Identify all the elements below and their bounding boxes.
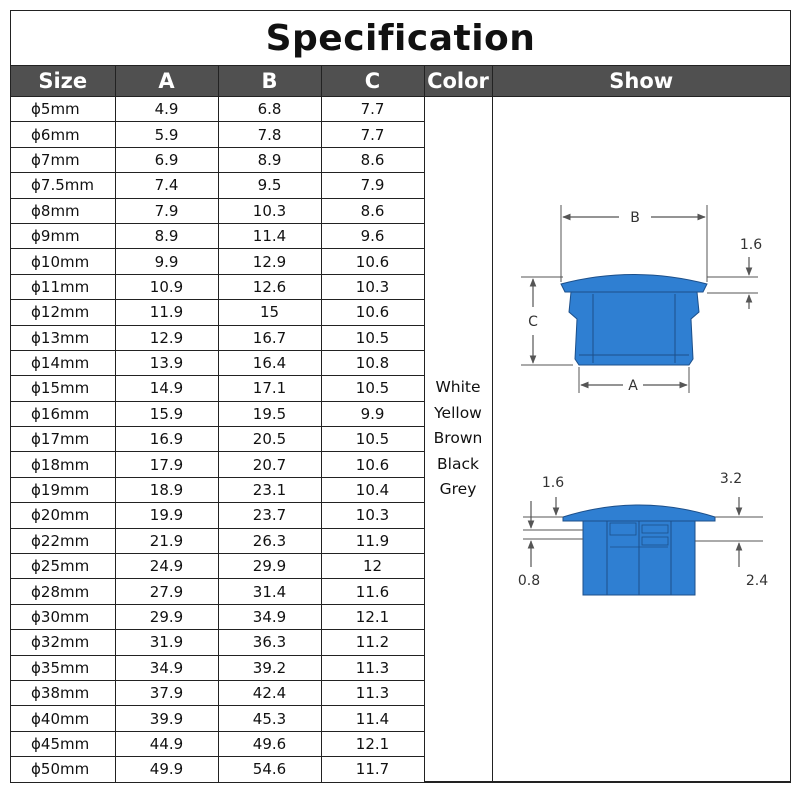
cell-b: 36.3: [218, 630, 321, 655]
cell-b: 11.4: [218, 223, 321, 248]
color-options: [424, 97, 492, 782]
cell-c: 10.4: [321, 477, 424, 502]
cell-size: ϕ32mm: [11, 630, 115, 655]
cell-c: 10.3: [321, 503, 424, 528]
cell-c: 11.7: [321, 757, 424, 782]
cell-size: ϕ5mm: [11, 97, 115, 122]
cell-b: 29.9: [218, 554, 321, 579]
dim-c-label: C: [527, 314, 538, 330]
cell-size: ϕ11mm: [11, 274, 115, 299]
cell-a: 19.9: [115, 503, 218, 528]
cell-b: 15: [218, 300, 321, 325]
cell-c: 10.5: [321, 376, 424, 401]
cell-c: 11.3: [321, 655, 424, 680]
cell-c: 10.8: [321, 350, 424, 375]
cell-size: ϕ14mm: [11, 350, 115, 375]
dim-bottom-right-top-label: 3.2: [719, 471, 742, 487]
cell-a: 9.9: [115, 249, 218, 274]
dim-a-label: A: [627, 378, 638, 394]
cell-size: ϕ25mm: [11, 554, 115, 579]
spec-table-body: [11, 97, 790, 782]
cell-b: 16.4: [218, 350, 321, 375]
cell-b: 12.9: [218, 249, 321, 274]
cell-size: ϕ17mm: [11, 427, 115, 452]
cell-c: 12: [321, 554, 424, 579]
cell-c: 11.4: [321, 706, 424, 731]
color-option: White: [435, 378, 481, 397]
cell-c: 12.1: [321, 604, 424, 629]
dim-bottom-left-top-label: 1.6: [541, 475, 564, 491]
cell-a: 24.9: [115, 554, 218, 579]
cell-b: 10.3: [218, 198, 321, 223]
cell-a: 21.9: [115, 528, 218, 553]
cell-a: 15.9: [115, 401, 218, 426]
plug-cap-bottom: [563, 505, 715, 521]
cell-a: 34.9: [115, 655, 218, 680]
cell-a: 12.9: [115, 325, 218, 350]
dimension-diagram: [493, 97, 791, 782]
cell-c: 10.5: [321, 325, 424, 350]
cell-size: ϕ12mm: [11, 300, 115, 325]
cell-a: 7.9: [115, 198, 218, 223]
cell-size: ϕ30mm: [11, 604, 115, 629]
cell-size: ϕ19mm: [11, 477, 115, 502]
cell-size: ϕ8mm: [11, 198, 115, 223]
cell-size: ϕ6mm: [11, 122, 115, 147]
cell-a: 7.4: [115, 173, 218, 198]
cell-size: ϕ13mm: [11, 325, 115, 350]
cell-b: 7.8: [218, 122, 321, 147]
cell-a: 14.9: [115, 376, 218, 401]
cell-b: 23.7: [218, 503, 321, 528]
cell-size: ϕ28mm: [11, 579, 115, 604]
cell-size: ϕ40mm: [11, 706, 115, 731]
cell-size: ϕ35mm: [11, 655, 115, 680]
table-row: [11, 97, 790, 122]
cell-b: 20.5: [218, 427, 321, 452]
cell-c: 9.6: [321, 223, 424, 248]
cell-c: 11.2: [321, 630, 424, 655]
show-diagram-cell: [492, 97, 790, 782]
cell-size: ϕ9mm: [11, 223, 115, 248]
spec-sheet: [10, 10, 791, 783]
cell-a: 37.9: [115, 680, 218, 705]
cell-size: ϕ18mm: [11, 452, 115, 477]
cell-a: 44.9: [115, 731, 218, 756]
cell-b: 26.3: [218, 528, 321, 553]
spec-table: [11, 66, 790, 782]
cell-a: 27.9: [115, 579, 218, 604]
cell-a: 10.9: [115, 274, 218, 299]
cell-c: 9.9: [321, 401, 424, 426]
cell-c: 7.7: [321, 97, 424, 122]
color-option: Grey: [439, 480, 477, 499]
cell-b: 49.6: [218, 731, 321, 756]
cell-c: 10.6: [321, 300, 424, 325]
header-row: [11, 66, 790, 97]
color-option: Yellow: [434, 403, 482, 422]
cell-b: 12.6: [218, 274, 321, 299]
header-c: C: [321, 66, 424, 97]
cell-size: ϕ45mm: [11, 731, 115, 756]
page-title: Specification: [11, 11, 790, 66]
cell-c: 7.7: [321, 122, 424, 147]
cell-a: 17.9: [115, 452, 218, 477]
cell-b: 54.6: [218, 757, 321, 782]
cell-b: 6.8: [218, 97, 321, 122]
header-color: Color: [424, 66, 492, 97]
cell-size: ϕ20mm: [11, 503, 115, 528]
cell-a: 31.9: [115, 630, 218, 655]
header-size: Size: [11, 66, 115, 97]
cell-b: 39.2: [218, 655, 321, 680]
cell-a: 18.9: [115, 477, 218, 502]
cell-size: ϕ22mm: [11, 528, 115, 553]
cell-b: 31.4: [218, 579, 321, 604]
header-a: A: [115, 66, 218, 97]
cell-size: ϕ50mm: [11, 757, 115, 782]
cell-b: 8.9: [218, 147, 321, 172]
cell-b: 34.9: [218, 604, 321, 629]
cell-size: ϕ7mm: [11, 147, 115, 172]
plug-cap: [561, 275, 707, 293]
cell-a: 39.9: [115, 706, 218, 731]
cell-size: ϕ7.5mm: [11, 173, 115, 198]
cell-a: 49.9: [115, 757, 218, 782]
cell-a: 5.9: [115, 122, 218, 147]
cell-a: 8.9: [115, 223, 218, 248]
color-option: Black: [437, 454, 479, 473]
cell-b: 19.5: [218, 401, 321, 426]
cell-c: 7.9: [321, 173, 424, 198]
cell-b: 42.4: [218, 680, 321, 705]
color-option: Brown: [433, 429, 483, 448]
top-view: [521, 205, 762, 394]
cell-c: 11.6: [321, 579, 424, 604]
cell-c: 11.3: [321, 680, 424, 705]
cell-c: 10.5: [321, 427, 424, 452]
header-show: Show: [492, 66, 790, 97]
cell-c: 12.1: [321, 731, 424, 756]
cell-a: 6.9: [115, 147, 218, 172]
cell-c: 10.6: [321, 249, 424, 274]
cell-c: 10.6: [321, 452, 424, 477]
dim-bottom-left-bottom-label: 0.8: [517, 573, 540, 589]
bottom-view: [517, 471, 767, 595]
cell-size: ϕ10mm: [11, 249, 115, 274]
cell-a: 13.9: [115, 350, 218, 375]
cell-size: ϕ38mm: [11, 680, 115, 705]
cell-b: 20.7: [218, 452, 321, 477]
cell-b: 16.7: [218, 325, 321, 350]
cell-c: 10.3: [321, 274, 424, 299]
cell-b: 45.3: [218, 706, 321, 731]
cell-c: 8.6: [321, 147, 424, 172]
dim-bottom-right-bottom-label: 2.4: [745, 573, 768, 589]
cell-c: 11.9: [321, 528, 424, 553]
cell-c: 8.6: [321, 198, 424, 223]
cell-a: 11.9: [115, 300, 218, 325]
plug-body: [569, 292, 699, 365]
dim-b-label: B: [629, 210, 640, 226]
cell-a: 4.9: [115, 97, 218, 122]
cell-b: 23.1: [218, 477, 321, 502]
header-b: B: [218, 66, 321, 97]
cell-a: 29.9: [115, 604, 218, 629]
cell-a: 16.9: [115, 427, 218, 452]
cell-size: ϕ15mm: [11, 376, 115, 401]
dim-thickness-label: 1.6: [739, 237, 762, 253]
cell-b: 17.1: [218, 376, 321, 401]
cell-b: 9.5: [218, 173, 321, 198]
cell-size: ϕ16mm: [11, 401, 115, 426]
